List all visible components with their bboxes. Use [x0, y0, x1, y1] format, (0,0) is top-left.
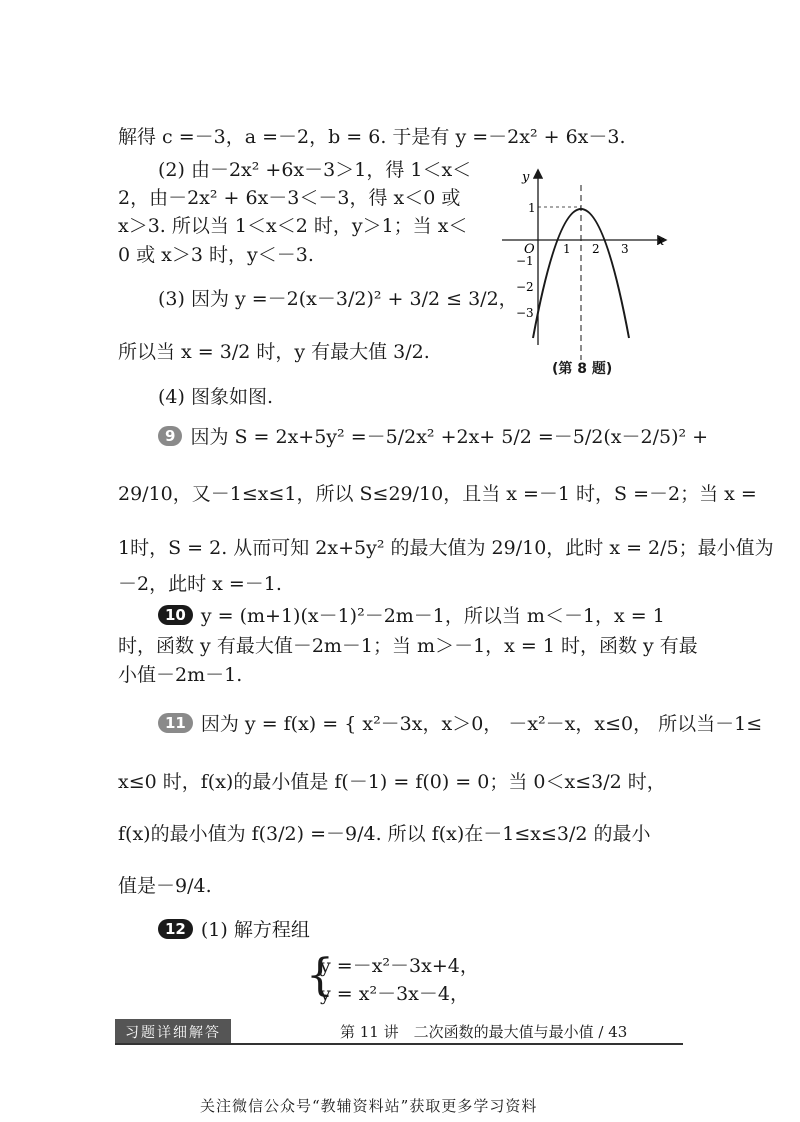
line-6: (3) 因为 y =－2(x－3/2)² + 3/2 ≤ 3/2，: [158, 288, 518, 310]
x-tick-1: 1: [563, 242, 571, 256]
figure-caption: (第 8 题): [552, 361, 613, 377]
x-tick-2: 2: [592, 242, 600, 256]
problem-9-line-3: 1时，S = 2. 从而可知 2x+5y² 的最大值为 29/10，此时 x = 2/5；最小值为: [118, 537, 774, 559]
problem-9-line-1: [158, 425, 708, 449]
problem-10-line-1: [158, 604, 665, 628]
line-3: 2，由－2x² + 6x－3＜－3，得 x＜0 或: [118, 187, 461, 209]
line-1: 解得 c =－3，a =－2，b = 6. 于是有 y =－2x² + 6x－3.: [118, 126, 626, 148]
problem-9-badge: 9: [158, 426, 182, 446]
watermark-text: 关注微信公众号“教辅资料站”获取更多学习资料: [200, 1097, 538, 1115]
y-tick-neg3: −3: [516, 306, 534, 320]
x-tick-3: 3: [621, 242, 629, 256]
problem-11-text: 因为 y = f(x) = { x²－3x，x＞0， －x²－x，x≤0， 所以当－1≤: [200, 713, 763, 735]
problem-11-line-3: f(x)的最小值为 f(3/2) =－9/4. 所以 f(x)在－1≤x≤3/2 的最小: [118, 823, 651, 845]
equation-2: y = x²－3x－4，: [320, 983, 469, 1005]
problem-12-text: (1) 解方程组: [200, 919, 310, 941]
line-5: 0 或 x＞3 时，y＜－3.: [118, 244, 314, 266]
problem-11-badge: 11: [158, 713, 193, 733]
problem-11-line-2: x≤0 时，f(x)的最小值是 f(－1) = f(0) = 0；当 0＜x≤3/2 时，: [118, 771, 666, 793]
problem-12-line-1: [158, 918, 310, 942]
problem-10-badge: 10: [158, 605, 193, 625]
footer-section-tag: 习题详细解答: [115, 1019, 231, 1045]
equation-1: y =－x²－3x+4，: [320, 955, 479, 977]
line-4: x＞3. 所以当 1＜x＜2 时，y＞1；当 x＜: [118, 215, 468, 237]
footer-divider: [115, 1043, 683, 1045]
y-tick-1: 1: [528, 201, 536, 215]
problem-10-line-2: 时，函数 y 有最大值－2m－1；当 m＞－1，x = 1 时，函数 y 有最: [118, 635, 698, 657]
problem-10-text: y = (m+1)(x－1)²－2m－1，所以当 m＜－1，x = 1: [200, 605, 665, 627]
y-axis-label: y: [522, 170, 530, 185]
footer-lecture-title: 第 11 讲 二次函数的最大值与最小值 / 43: [340, 1023, 628, 1041]
problem-9-line-4: －2，此时 x =－1.: [118, 573, 282, 595]
y-tick-neg1: −1: [516, 254, 534, 268]
parabola-graph: [500, 165, 675, 380]
line-2: (2) 由－2x² +6x－3＞1，得 1＜x＜: [158, 159, 472, 181]
problem-10-line-3: 小值－2m－1.: [118, 664, 243, 686]
line-7: 所以当 x = 3/2 时，y 有最大值 3/2.: [118, 341, 430, 363]
line-8: (4) 图象如图.: [158, 386, 273, 408]
origin-label: O: [524, 242, 535, 257]
x-axis-label: x: [657, 234, 665, 249]
problem-12-badge: 12: [158, 919, 193, 939]
equation-system-brace: {: [306, 950, 334, 1001]
y-tick-neg2: −2: [516, 280, 534, 294]
problem-9-line-2: 29/10，又－1≤x≤1，所以 S≤29/10，且当 x =－1 时，S =－2；当 x =: [118, 483, 757, 505]
problem-9-text: 因为 S = 2x+5y² =－5/2x² +2x+ 5/2 =－5/2(x－2/5)² +: [190, 426, 709, 448]
problem-11-line-1: [158, 712, 762, 736]
problem-11-line-4: 值是－9/4.: [118, 875, 212, 897]
